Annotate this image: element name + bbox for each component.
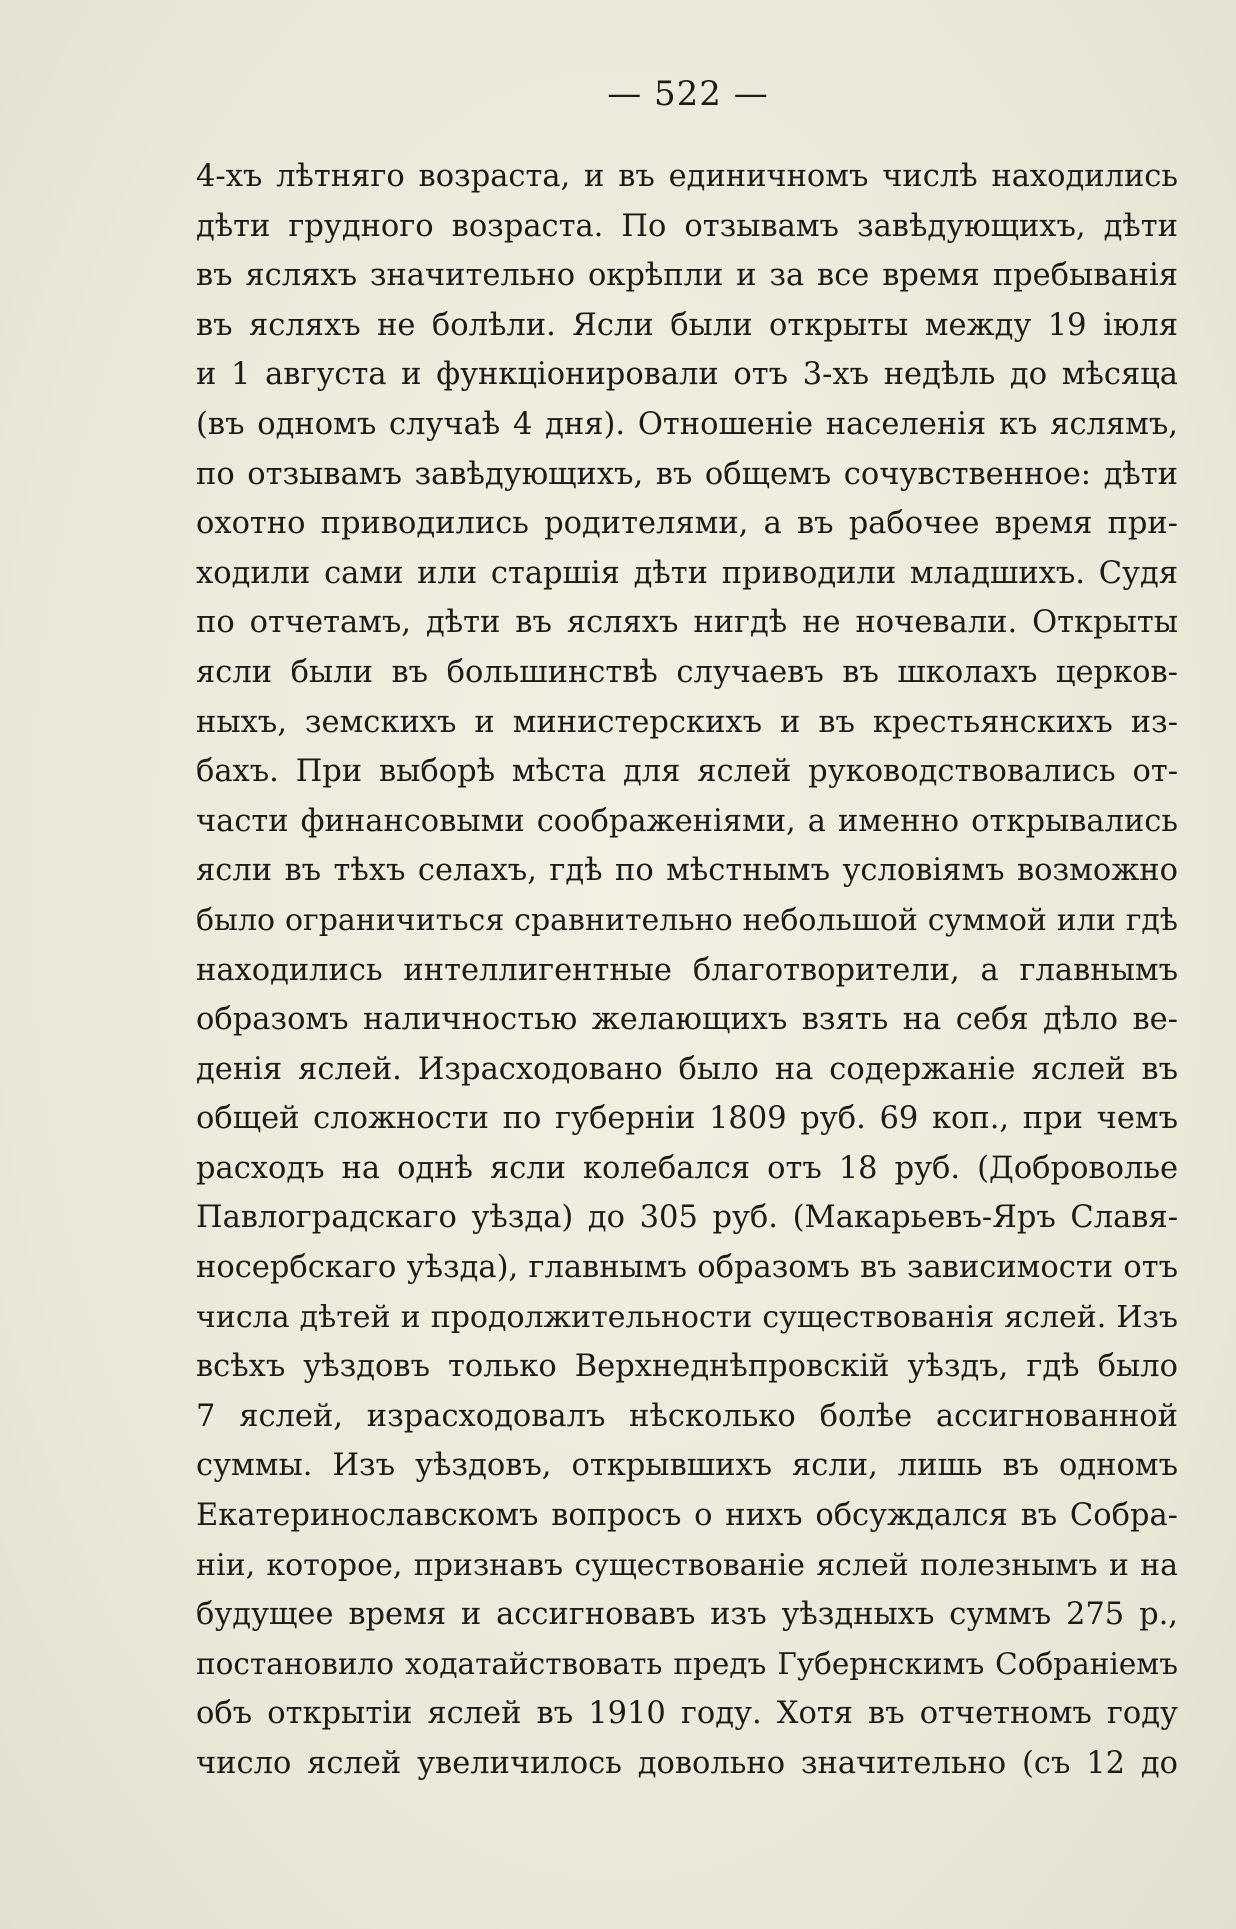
text-line: дѣти грудного возраста. По отзывамъ завѣдующихъ, дѣти <box>196 208 1178 244</box>
body-text <box>196 152 1178 1789</box>
text-line: 4-хъ лѣтняго возраста, и въ единичномъ числѣ находились <box>196 159 1178 194</box>
text-line: образомъ наличностью желающихъ взять на себя дѣло ве- <box>196 1002 1178 1038</box>
text-line: ніи, которое, признавъ существованіе яслей полезнымъ и на <box>196 1547 1178 1583</box>
text-line: по отчетамъ, дѣти въ ясляхъ нигдѣ не ночевали. Открыты <box>196 605 1178 641</box>
text-line: по отзывамъ завѣдующихъ, въ общемъ сочувственное: дѣти <box>196 456 1178 492</box>
text-line: денія яслей. Израсходовано было на содержаніе яслей въ <box>196 1051 1178 1087</box>
text-line: ясли въ тѣхъ селахъ, гдѣ по мѣстнымъ условіямъ возможно <box>196 853 1178 889</box>
text-line: ныхъ, земскихъ и министерскихъ и въ крестьянскихъ из- <box>196 704 1178 740</box>
text-line: ясли были въ большинствѣ случаевъ въ школахъ церков- <box>196 654 1178 690</box>
text-line: въ ясляхъ не болѣли. Ясли были открыты между 19 іюля <box>196 307 1178 343</box>
text-line: расходъ на однѣ ясли колебался отъ 18 руб. (Доброволье <box>196 1150 1178 1186</box>
text-line: постановило ходатайствовать предъ Губернскимъ Собраніемъ <box>196 1646 1178 1681</box>
text-line: ходили сами или старшія дѣти приводили младшихъ. Судя <box>196 555 1178 591</box>
text-line: находились интеллигентные благотворители, а главнымъ <box>196 952 1178 988</box>
text-line: Павлоградскаго уѣзда) до 305 руб. (Макарьевъ-Яръ Славя- <box>196 1200 1178 1236</box>
text-line: всѣхъ уѣздовъ только Верхнеднѣпровскій уѣздъ, гдѣ было <box>196 1349 1178 1385</box>
text-line: бахъ. При выборѣ мѣста для яслей руководствовались от- <box>196 754 1178 790</box>
text-line: носербскаго уѣзда), главнымъ образомъ въ зависимости отъ <box>196 1250 1178 1286</box>
text-line: будущее время и ассигновавъ изъ уѣздныхъ суммъ 275 р., <box>196 1597 1178 1633</box>
text-line: объ открытіи яслей въ 1910 году. Хотя въ отчетномъ году <box>196 1696 1178 1732</box>
text-line: Екатеринославскомъ вопросъ о нихъ обсуждался въ Собра- <box>196 1498 1178 1534</box>
text-line: 7 яслей, израсходовалъ нѣсколько болѣе ассигнованной <box>196 1398 1178 1434</box>
text-line: было ограничиться сравнительно небольшой суммой или гдѣ <box>196 902 1178 938</box>
text-line: числа дѣтей и продолжительности существованія яслей. Изъ <box>196 1299 1178 1335</box>
text-line: суммы. Изъ уѣздовъ, открывшихъ ясли, лишь въ одномъ <box>196 1448 1178 1484</box>
text-line: и 1 августа и функціонировали отъ 3-хъ недѣль до мѣсяца <box>196 357 1178 393</box>
text-line: въ ясляхъ значительно окрѣпли и за все время пребыванія <box>196 258 1178 294</box>
text-line: (въ одномъ случаѣ 4 дня). Отношеніе населенія къ яслямъ, <box>196 406 1178 442</box>
text-line: охотно приводились родителями, а въ рабочее время при- <box>196 506 1178 542</box>
page-number: — 522 — <box>607 74 769 114</box>
text-line: число яслей увеличилось довольно значительно (съ 12 до <box>196 1746 1178 1781</box>
text-line: части финансовыми соображеніями, а именно открывались <box>196 803 1178 839</box>
text-line: общей сложности по губерніи 1809 руб. 69 коп., при чемъ <box>196 1101 1178 1137</box>
